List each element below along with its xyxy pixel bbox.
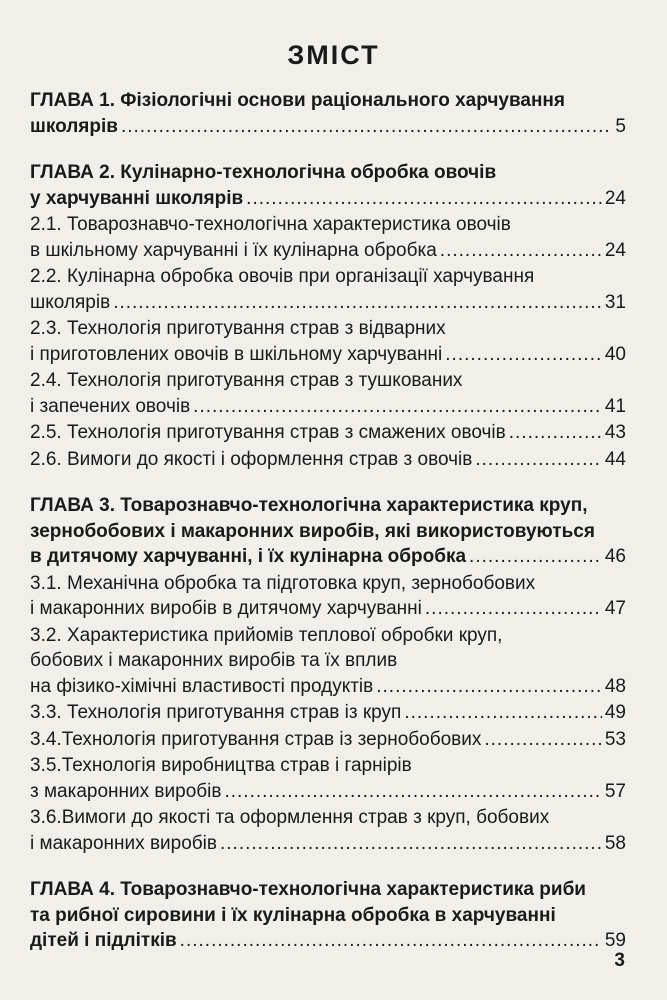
dot-leader [113,290,602,316]
toc-line-text: школярів [30,115,118,137]
toc-line-text: зернобобових і макаронних виробів, які використовуються [30,520,595,542]
toc-line-text: 3.5.Технологія виробництва страв і гарнірів [30,755,412,776]
toc-line [30,831,626,857]
toc-section-entry[interactable] [30,212,626,263]
toc-line [30,212,626,238]
toc-line-text: у харчуванні школярів [30,187,244,209]
toc-page-number: 5 [615,115,626,137]
toc-line-text: з макаронних виробів [30,780,222,802]
toc-line-text: 3.3. Технологія приготування страв із круп [30,702,402,723]
page-number: 3 [614,950,625,971]
table-of-contents [30,88,626,955]
toc-page-number: 24 [604,187,626,209]
toc-line [30,877,626,903]
page-title: ЗМІСТ [287,40,380,70]
toc-line-text: і макаронних виробів [30,832,217,854]
toc-line [30,623,626,649]
dot-leader [246,186,602,212]
toc-section-entry[interactable] [30,700,626,726]
chapter-gap [30,473,626,493]
toc-line [30,316,626,342]
toc-chapter-entry[interactable] [30,88,626,139]
toc-line [30,88,626,114]
chapter-gap [30,857,626,877]
toc-line-text: і приготовлених овочів в шкільному харчуванні [30,343,443,365]
toc-section-entry[interactable] [30,753,626,804]
toc-section-entry[interactable] [30,727,626,753]
toc-chapter-entry[interactable] [30,493,626,570]
toc-page-number: 41 [604,395,626,417]
toc-line [30,420,626,446]
toc-line-text: 3.1. Механічна обробка та підготовка круп, зернобобових [30,572,536,594]
toc-page-number: 31 [604,291,626,313]
toc-line-text: в шкільному харчуванні і їх кулінарна обробка [30,239,437,261]
dot-leader [440,238,602,264]
toc-line [30,674,626,700]
toc-line [30,394,626,420]
toc-line-text: та рибної сировини і їх кулінарна обробка в харчуванні [30,904,556,926]
dot-leader [469,544,602,570]
toc-section-entry[interactable] [30,368,626,419]
toc-line [30,903,626,929]
dot-leader [121,114,612,140]
toc-page-number: 58 [604,832,626,854]
toc-section-entry[interactable] [30,264,626,315]
toc-line [30,544,626,570]
toc-section-entry[interactable] [30,805,626,856]
toc-section-entry[interactable] [30,571,626,622]
toc-line-text: ГЛАВА 3. Товарознавчо-технологічна характеристика круп, [30,495,588,516]
toc-line-text: 2.1. Товарознавчо-технологічна характеристика овочів [30,214,511,235]
toc-line-text: 2.5. Технологія приготування страв з смажених овочів [30,422,506,443]
toc-line-text: дітей і підлітків [30,930,177,951]
toc-line [30,805,626,831]
toc-line-text: 2.6. Вимоги до якості і оформлення страв з овочів [30,448,473,470]
toc-page-number: 57 [604,780,626,802]
toc-line-text: ГЛАВА 2. Кулінарно-технологічна обробка овочів [30,162,497,183]
toc-chapter-entry[interactable] [30,877,626,954]
dot-leader [220,831,602,857]
toc-line-text: 2.2. Кулінарна обробка овочів при організації харчування [30,266,535,287]
toc-line [30,342,626,368]
toc-page-number: 24 [604,239,626,261]
toc-line [30,447,626,473]
toc-line-text: 2.4. Технологія приготування страв з тушкованих [30,370,463,391]
toc-line [30,114,626,140]
toc-line-text: 2.3. Технологія приготування страв з відварних [30,318,446,339]
toc-section-entry[interactable] [30,447,626,473]
toc-page-number: 46 [604,546,626,567]
toc-line [30,648,626,674]
dot-leader [475,447,602,473]
toc-line-text: в дитячому харчуванні, і їх кулінарна обробка [30,546,467,567]
toc-line-text: і запечених овочів [30,395,191,417]
toc-page-number: 43 [604,422,626,443]
toc-line-text: бобових і макаронних виробів та їх вплив [30,650,398,671]
dot-leader [404,700,602,726]
toc-page-number: 59 [604,930,626,951]
dot-leader [193,394,602,420]
toc-page-number: 53 [604,728,626,750]
dot-leader [509,420,602,446]
toc-line [30,186,626,212]
toc-line-text: ГЛАВА 4. Товарознавчо-технологічна характеристика риби [30,879,586,900]
toc-line [30,290,626,316]
dot-leader [425,596,602,622]
dot-leader [445,342,602,368]
toc-chapter-entry[interactable] [30,160,626,211]
toc-line [30,160,626,186]
toc-page-number: 44 [604,448,626,470]
toc-line [30,519,626,545]
toc-line [30,238,626,264]
toc-section-entry[interactable] [30,623,626,700]
toc-section-entry[interactable] [30,420,626,446]
toc-line-text: 3.6.Вимоги до якості та оформлення страв з круп, бобових [30,807,550,828]
toc-line [30,727,626,753]
toc-line-text: 3.4.Технологія приготування страв із зернобобових [30,728,482,750]
toc-line [30,928,626,954]
toc-line [30,571,626,597]
toc-line-text: і макаронних виробів в дитячому харчуванні [30,598,422,619]
toc-line [30,700,626,726]
toc-line-text: ГЛАВА 1. Фізіологічні основи раціонального харчування [30,90,565,111]
toc-line [30,368,626,394]
chapter-gap [30,140,626,160]
toc-page-number: 48 [604,675,626,697]
dot-leader [484,727,601,753]
toc-line [30,493,626,519]
toc-line [30,596,626,622]
dot-leader [180,928,602,954]
toc-line-text: на фізико-хімічні властивості продуктів [30,675,374,697]
toc-line [30,779,626,805]
toc-section-entry[interactable] [30,316,626,367]
dot-leader [376,674,602,700]
toc-page-number: 47 [604,598,626,619]
toc-page-number: 49 [604,702,626,723]
toc-line-text: 3.2. Характеристика прийомів теплової обробки круп, [30,624,503,646]
dot-leader [224,779,601,805]
toc-line [30,753,626,779]
toc-line [30,264,626,290]
toc-page-number: 40 [604,343,626,365]
toc-line-text: школярів [30,291,111,313]
